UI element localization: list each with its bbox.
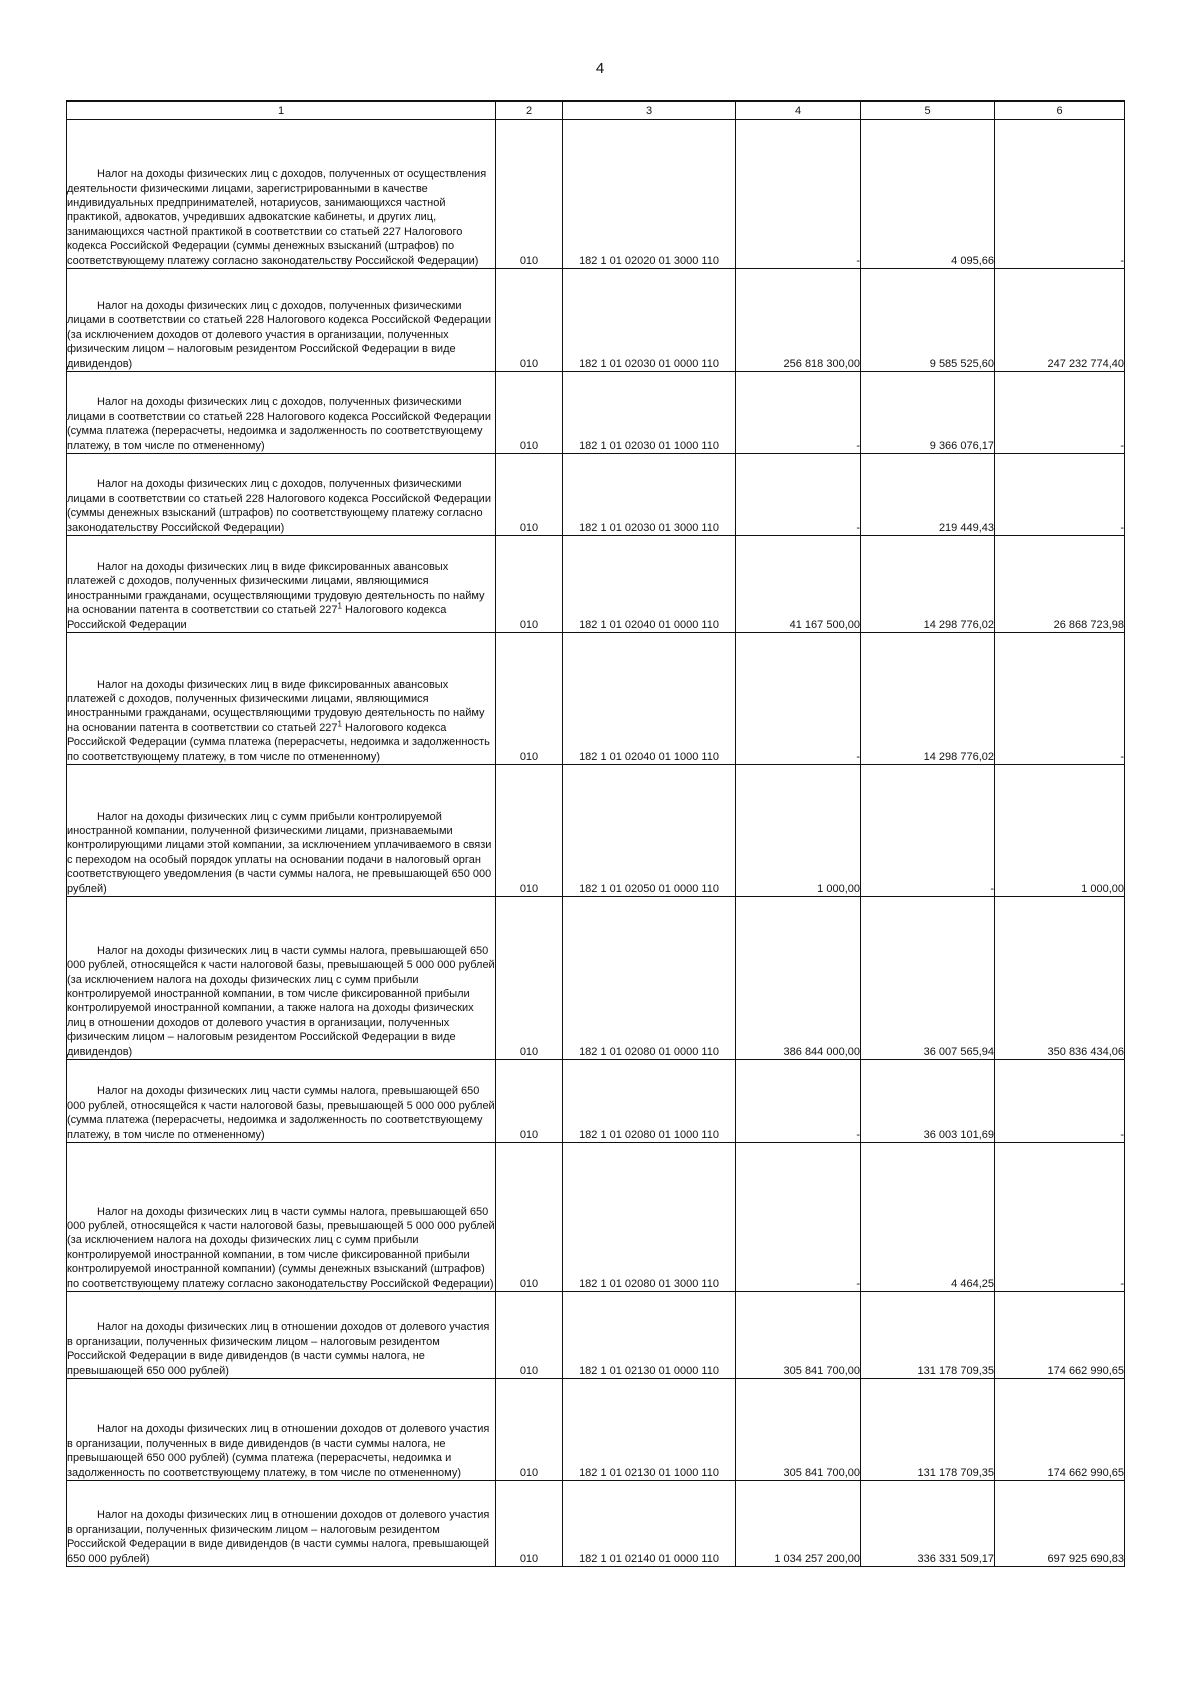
executed-amount: 4 095,66 <box>861 120 995 269</box>
unexecuted-amount: 1 000,00 <box>995 765 1125 897</box>
approved-amount: - <box>736 633 861 765</box>
unexecuted-amount: - <box>995 372 1125 454</box>
table-row <box>67 1292 1125 1379</box>
row-description: Налог на доходы физических лиц в части суммы налога, превышающей 650 000 рублей, относящейся к части налоговой базы, превышающей 5 000 000 рублей (за исключением налога на доходы физических лиц с сумм прибыли контролируемой иностранной компании, в том числе фиксированной прибыли контролируемой иностранной компании, а также налога на доходы физических лиц в отношении доходов от долевого участия в организации, полученных физическим лицом – налоговым резидентом Российской Федерации в виде дивидендов) <box>67 944 495 1058</box>
budget-classification-code: 182 1 01 02030 01 1000 110 <box>563 372 736 454</box>
line-code: 010 <box>496 372 563 454</box>
executed-amount: 36 003 101,69 <box>861 1060 995 1143</box>
description-text-part: Налог на доходы физических лиц в виде фиксированных авансовых платежей с доходов, полученных физическими лицами, являющимися иностранными гражданами, осуществляющими трудовую деятельность по найму на основании патента в соответствии со статьей 227 <box>67 560 485 617</box>
row-description: Налог на доходы физических лиц с доходов, полученных физическими лицами в соответствии со статьей 228 Налогового кодекса Российской Федерации (суммы денежных взысканий (штрафов) по соответствующему платежу согласно законодательству Российской Федерации) <box>67 478 491 534</box>
table-row <box>67 1379 1125 1481</box>
row-description: Налог на доходы физических лиц с доходов, полученных от осуществления деятельности физическими лицами, зарегистрированными в качестве индивидуальных предпринимателей, нотариусов, занимающихся частной практикой, адвокатов, учредивших адвокатские кабинеты, и других лиц, занимающихся частной практикой в соответствии со статьей 227 Налогового кодекса Российской Федерации (суммы денежных взысканий (штрафов) по соответствующему платежу согласно законодательству Российской Федерации) <box>67 168 487 267</box>
row-description-cell <box>67 1292 496 1379</box>
unexecuted-amount: 174 662 990,65 <box>995 1292 1125 1379</box>
table-row <box>67 765 1125 897</box>
unexecuted-amount: - <box>995 633 1125 765</box>
approved-amount: - <box>736 1060 861 1143</box>
row-description-cell <box>67 454 496 536</box>
row-description: Налог на доходы физических лиц в отношении доходов от долевого участия в организации, полученных в виде дивидендов (в части суммы налога, не превышающей 650 000 рублей) (сумма платежа (перерасчеты, недоимка и задолженность по соответствующему платежу, в том числе по отмененному) <box>67 1423 490 1479</box>
line-code: 010 <box>496 1481 563 1567</box>
budget-classification-code: 182 1 01 02080 01 3000 110 <box>563 1143 736 1292</box>
unexecuted-amount: - <box>995 454 1125 536</box>
row-description-cell <box>67 765 496 897</box>
line-code: 010 <box>496 897 563 1060</box>
line-code: 010 <box>496 765 563 897</box>
column-header-6: 6 <box>995 101 1125 120</box>
table-row <box>67 372 1125 454</box>
budget-classification-code: 182 1 01 02040 01 0000 110 <box>563 536 736 633</box>
row-description-cell <box>67 633 496 765</box>
row-description: Налог на доходы физических лиц в отношении доходов от долевого участия в организации, полученных физическим лицом – налоговым резидентом Российской Федерации в виде дивидендов (в части суммы налога, превышающей 650 000 рублей) <box>67 1509 490 1565</box>
budget-classification-code: 182 1 01 02050 01 0000 110 <box>563 765 736 897</box>
line-code: 010 <box>496 120 563 269</box>
executed-amount: 219 449,43 <box>861 454 995 536</box>
row-description: Налог на доходы физических лиц в части суммы налога, превышающей 650 000 рублей, относящейся к части налоговой базы, превышающей 5 000 000 рублей (за исключением налога на доходы физических лиц с сумм прибыли контролируемой иностранной компании, в том числе фиксированной прибыли контролируемой иностранной компании) (суммы денежных взысканий (штрафов) по соответствующему платежу согласно законодательству Российской Федерации) <box>67 1205 495 1290</box>
line-code: 010 <box>496 633 563 765</box>
description-text-part: Налог на доходы физических лиц в виде фиксированных авансовых платежей с доходов, полученных физическими лицами, являющимися иностранными гражданами, осуществляющими трудовую деятельность по найму на основании патента в соответствии со статьей 227 <box>67 678 485 734</box>
executed-amount: 9 585 525,60 <box>861 269 995 372</box>
row-description-cell <box>67 1481 496 1567</box>
unexecuted-amount: - <box>995 1060 1125 1143</box>
approved-amount: 256 818 300,00 <box>736 269 861 372</box>
row-description-cell <box>67 269 496 372</box>
row-description <box>67 678 495 764</box>
budget-classification-code: 182 1 01 02030 01 0000 110 <box>563 269 736 372</box>
budget-classification-code: 182 1 01 02080 01 1000 110 <box>563 1060 736 1143</box>
table-row <box>67 1143 1125 1292</box>
article-superscript: 1 <box>337 601 342 611</box>
row-description: Налог на доходы физических лиц с доходов, полученных физическими лицами в соответствии со статьей 228 Налогового кодекса Российской Федерации (сумма платежа (перерасчеты, недоимка и задолженность по соответствующему платежу, в том числе по отмененному) <box>67 396 491 452</box>
table-row <box>67 120 1125 269</box>
column-header-2: 2 <box>496 101 563 120</box>
table-row <box>67 536 1125 633</box>
row-description-cell <box>67 372 496 454</box>
executed-amount: 131 178 709,35 <box>861 1379 995 1481</box>
approved-amount: - <box>736 454 861 536</box>
approved-amount: 386 844 000,00 <box>736 897 861 1060</box>
unexecuted-amount: 26 868 723,98 <box>995 536 1125 633</box>
description-text-part: Налогового кодекса Российской Федерации <box>67 604 447 631</box>
row-description-cell <box>67 536 496 633</box>
approved-amount: - <box>736 1143 861 1292</box>
unexecuted-amount: 174 662 990,65 <box>995 1379 1125 1481</box>
table-header-row <box>67 101 1125 120</box>
row-description: Налог на доходы физических лиц с сумм прибыли контролируемой иностранной компании, полученной физическими лицами, признаваемыми контролирующими лицами этой компании, за исключением уплачиваемого в связи с переходом на особый порядок уплаты на основании подачи в налоговый орган соответствующего уведомления (в части суммы налога, не превышающей 650 000 рублей) <box>67 810 492 895</box>
executed-amount: - <box>861 765 995 897</box>
table-row <box>67 1481 1125 1567</box>
approved-amount: 1 034 257 200,00 <box>736 1481 861 1567</box>
unexecuted-amount: - <box>995 120 1125 269</box>
row-description: Налог на доходы физических лиц в отношении доходов от долевого участия в организации, полученных физическим лицом – налоговым резидентом Российской Федерации в виде дивидендов (в части суммы налога, не превышающей 650 000 рублей) <box>67 1321 490 1377</box>
row-description: Налог на доходы физических лиц с доходов, полученных физическими лицами в соответствии со статьей 228 Налогового кодекса Российской Федерации (за исключением доходов от долевого участия в организации, полученных физическим лицом – налоговым резидентом Российской Федерации в виде дивидендов) <box>67 299 491 370</box>
table-row <box>67 633 1125 765</box>
budget-classification-code: 182 1 01 02080 01 0000 110 <box>563 897 736 1060</box>
page-number: 4 <box>595 60 605 77</box>
row-description-cell <box>67 1143 496 1292</box>
row-description <box>67 560 495 632</box>
budget-classification-code: 182 1 01 02020 01 3000 110 <box>563 120 736 269</box>
column-header-4: 4 <box>736 101 861 120</box>
executed-amount: 36 007 565,94 <box>861 897 995 1060</box>
line-code: 010 <box>496 1143 563 1292</box>
row-description-cell <box>67 1379 496 1481</box>
table-row <box>67 454 1125 536</box>
approved-amount: 1 000,00 <box>736 765 861 897</box>
budget-classification-code: 182 1 01 02040 01 1000 110 <box>563 633 736 765</box>
budget-table <box>66 100 1125 1567</box>
approved-amount: 305 841 700,00 <box>736 1379 861 1481</box>
executed-amount: 14 298 776,02 <box>861 536 995 633</box>
unexecuted-amount: 697 925 690,83 <box>995 1481 1125 1567</box>
line-code: 010 <box>496 536 563 633</box>
line-code: 010 <box>496 454 563 536</box>
column-header-3: 3 <box>563 101 736 120</box>
executed-amount: 4 464,25 <box>861 1143 995 1292</box>
column-header-1: 1 <box>67 101 496 120</box>
budget-classification-code: 182 1 01 02130 01 0000 110 <box>563 1292 736 1379</box>
row-description: Налог на доходы физических лиц части суммы налога, превышающей 650 000 рублей, относящейся к части налоговой базы, превышающей 5 000 000 рублей (сумма платежа (перерасчеты, недоимка и задолженность по соответствующему платежу, в том числе по отмененному) <box>67 1085 495 1141</box>
line-code: 010 <box>496 1060 563 1143</box>
table-row <box>67 269 1125 372</box>
line-code: 010 <box>496 1379 563 1481</box>
description-text-part: Налогового кодекса Российской Федерации (сумма платежа (перерасчеты, недоимка и задолженность по соответствующему платежу, в том числе по отмененному) <box>67 721 490 763</box>
table-row <box>67 1060 1125 1143</box>
executed-amount: 336 331 509,17 <box>861 1481 995 1567</box>
row-description-cell <box>67 1060 496 1143</box>
article-superscript: 1 <box>337 719 342 729</box>
line-code: 010 <box>496 269 563 372</box>
approved-amount: 41 167 500,00 <box>736 536 861 633</box>
budget-classification-code: 182 1 01 02130 01 1000 110 <box>563 1379 736 1481</box>
unexecuted-amount: - <box>995 1143 1125 1292</box>
approved-amount: - <box>736 120 861 269</box>
line-code: 010 <box>496 1292 563 1379</box>
budget-classification-code: 182 1 01 02030 01 3000 110 <box>563 454 736 536</box>
budget-classification-code: 182 1 01 02140 01 0000 110 <box>563 1481 736 1567</box>
row-description-cell <box>67 897 496 1060</box>
column-header-5: 5 <box>861 101 995 120</box>
executed-amount: 131 178 709,35 <box>861 1292 995 1379</box>
row-description-cell <box>67 120 496 269</box>
executed-amount: 14 298 776,02 <box>861 633 995 765</box>
approved-amount: - <box>736 372 861 454</box>
unexecuted-amount: 350 836 434,06 <box>995 897 1125 1060</box>
table-row <box>67 897 1125 1060</box>
approved-amount: 305 841 700,00 <box>736 1292 861 1379</box>
executed-amount: 9 366 076,17 <box>861 372 995 454</box>
unexecuted-amount: 247 232 774,40 <box>995 269 1125 372</box>
